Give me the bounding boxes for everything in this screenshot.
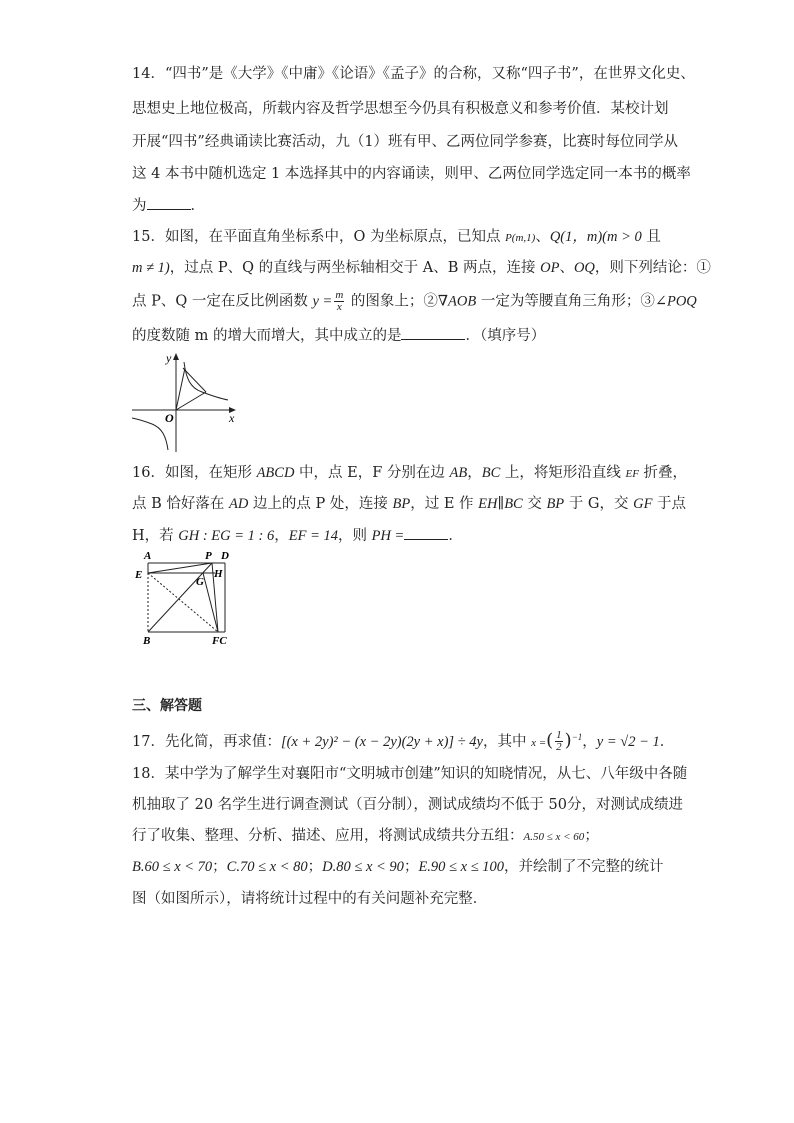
q16-line-1: 16．如图，在矩形 ABCD 中，点 E，F 分别在边 AB，BC 上，将矩形沿直线 EF 折叠，: [132, 465, 688, 481]
label-p: P: [205, 550, 212, 562]
label-a: A: [144, 550, 152, 562]
segment-ef-dashed: [148, 573, 218, 632]
q18-line-5: 图（如图所示），请将统计过程中的有关问题补充完整．: [132, 891, 488, 907]
q17-line: 17．先化简，再求值：[(x + 2y)² − (x − 2y)(2y + x)] ÷ 4y，其中 x =( $\frac{1}{2}$ )$^{-1}$，y = √2 − 1．: [132, 729, 675, 754]
q14-line-3: 开展“四书”经典诵读比赛活动，九（1）班有甲、乙两位同学参赛，比赛时每位同学从: [132, 134, 679, 150]
expression: [(x + 2y)² − (x − 2y)(2y + x)] ÷ 4y: [280, 733, 483, 750]
q16-line-3: H，若 GH : EG = 1 : 6，EF = 14，则 PH = ．: [132, 525, 463, 546]
section-title: 三、解答题: [132, 698, 202, 714]
answer-blank[interactable]: [147, 195, 191, 210]
label-b: B: [143, 635, 151, 647]
segment-oq: [176, 368, 185, 410]
label-x: x: [229, 411, 235, 425]
label-fc: FC: [212, 635, 227, 647]
label-d: D: [221, 550, 229, 562]
q16-line-2: 点 B 恰好落在 AD 边上的点 P 处，连接 BP，过 E 作 EH∥BC 交 BP 于 G，交 GF 于点: [132, 496, 687, 512]
label-y: y: [166, 351, 172, 365]
hyperbola-branch-1: [184, 362, 228, 400]
segment-ep: [148, 563, 212, 573]
q15-line-4: 的度数随 m 的增大而增大，其中成立的是 ．（填序号）: [132, 325, 545, 346]
fraction-one-half: $\frac{1}{2}$: [556, 729, 562, 754]
q14-line-1: 14．“四书”是《大学》《中庸》《论语》《孟子》的合称，又称“四子书”，在世界文化史、: [132, 66, 695, 82]
answer-blank[interactable]: [401, 325, 465, 340]
label-e: E: [135, 569, 143, 581]
q15-line-3: 点 P、Q 一定在反比例函数 y = $\frac{m}{x}$ 的图象上；②∇AOB 一定为等腰直角三角形；③∠POQ: [132, 289, 697, 313]
q14-line-4: 这 4 本书中随机选定 1 本选择其中的内容诵读，则甲、乙两位同学选定同一本书的概率: [132, 166, 691, 182]
q18-line-2: 机抽取了 20 名学生进行调查测试（百分制），测试成绩均不低于 50分，对测试成绩进: [132, 797, 683, 813]
q15-line-2: m ≠ 1)，过点 P、Q 的直线与两坐标轴相交于 A、B 两点，连接 OP、OQ，则下列结论：①: [132, 260, 711, 276]
answer-blank[interactable]: [404, 525, 448, 540]
q15-line-1: 15．如图，在平面直角坐标系中，O 为坐标原点，已知点 P(m,1)、Q(1，m)(m > 0 且: [132, 229, 661, 245]
segment-op: [176, 392, 206, 410]
hyperbola-branch-3: [132, 418, 168, 450]
q14-line-5: 为 ．: [132, 195, 205, 216]
q15-figure: [128, 348, 240, 454]
q16-figure: [132, 546, 242, 650]
q18-line-1: 18．某中学为了解学生对襄阳市“文明城市创建”知识的知晓情况，从七、八年级中各随: [132, 766, 688, 782]
q18-line-3: 行了收集、整理、分析、描述、应用，将测试成绩共分五组：A.50 ≤ x < 60；: [132, 828, 599, 844]
label-h: H: [214, 568, 223, 580]
label-o: O: [165, 411, 174, 425]
label-g: G: [196, 576, 204, 588]
x-axis: [132, 407, 236, 413]
fraction-m-over-x: $\frac{m}{x}$: [335, 289, 344, 313]
q14-line-2: 思想史上地位极高，所载内容及哲学思想至今仍具有积极意义和参考价值．某校计划: [132, 101, 669, 117]
q18-line-4: B.60 ≤ x < 70；C.70 ≤ x < 80；D.80 ≤ x < 90；E.90 ≤ x ≤ 100，并绘制了不完整的统计: [132, 859, 664, 875]
